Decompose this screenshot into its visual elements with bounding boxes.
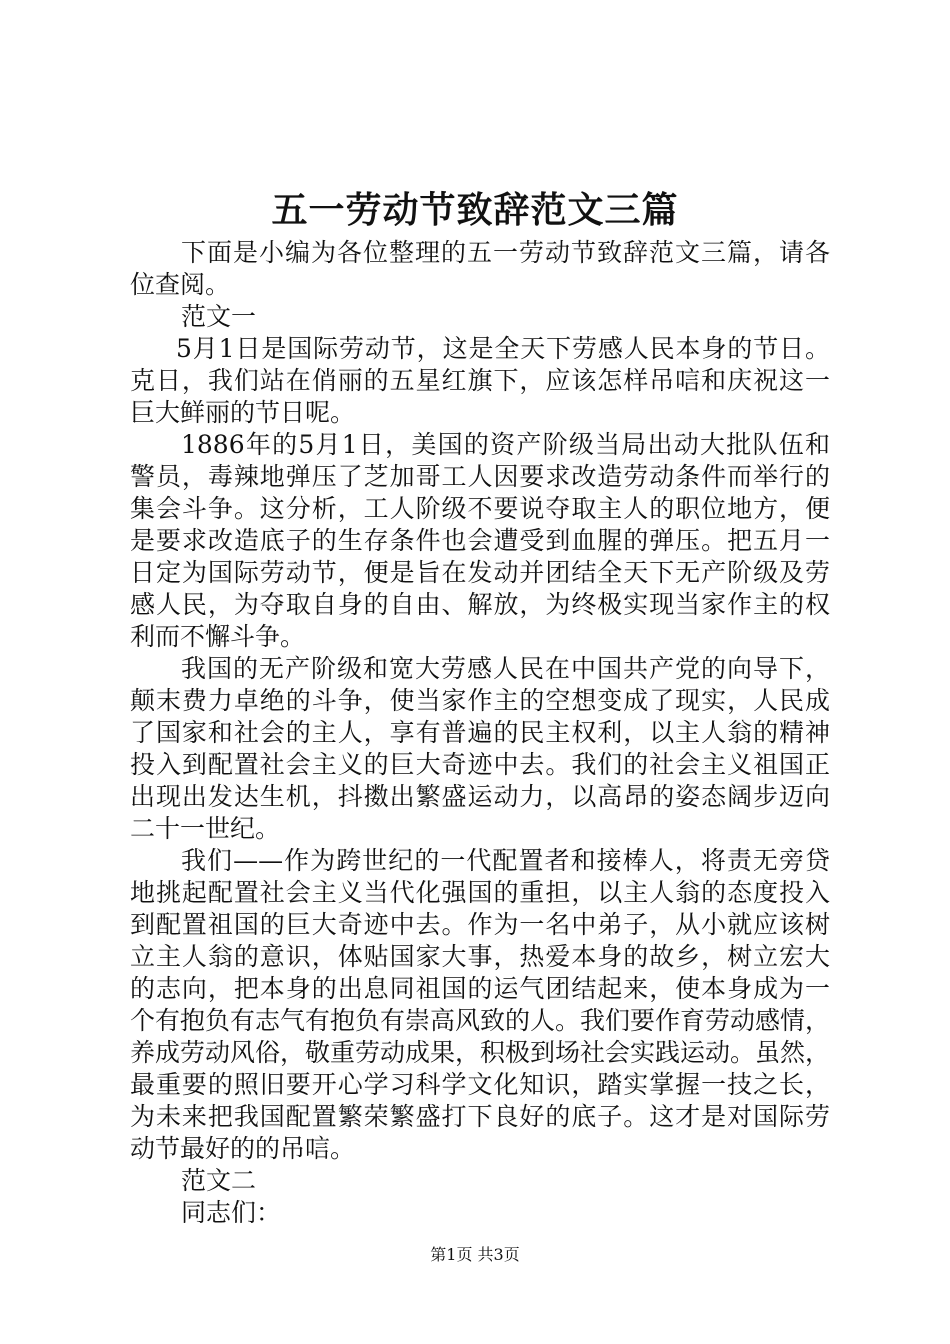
body-line: 位查阅。 <box>130 270 231 299</box>
body-line: 克日，我们站在俏丽的五星红旗下，应该怎样吊唁和庆祝这一 <box>130 366 830 395</box>
body-line: 出现出发达生机，抖擞出繁盛运动力，以高昂的姿态阔步迈向 <box>130 782 830 811</box>
body-line: 1886年的5月1日，美国的资产阶级当局出动大批队伍和 <box>181 430 830 459</box>
body-line: 到配置祖国的巨大奇迹中去。作为一名中弟子，从小就应该树 <box>130 910 830 939</box>
body-line: 我们——作为跨世纪的一代配置者和接棒人，将责无旁贷 <box>181 846 830 875</box>
body-line: 动节最好的的吊唁。 <box>130 1134 356 1163</box>
body-line: 的志向，把本身的出息同祖国的运气团结起来，使本身成为一 <box>130 974 830 1003</box>
body-line: 养成劳动风俗，敬重劳动成果，积极到场社会实践运动。虽然， <box>130 1038 831 1067</box>
page-number: 第1页 共3页 <box>430 1245 520 1264</box>
document-title: 五一劳动节致辞范文三篇 <box>271 189 679 231</box>
body-line: 为未来把我国配置繁荣繁盛打下良好的底子。这才是对国际劳 <box>130 1102 830 1131</box>
document-body <box>130 237 830 1229</box>
body-line: 最重要的照旧要开心学习科学文化知识，踏实掌握一技之长， <box>130 1070 830 1099</box>
body-line: 颠末费力卓绝的斗争，使当家作主的空想变成了现实，人民成 <box>130 686 830 715</box>
body-line: 二十一世纪。 <box>130 814 281 843</box>
body-line: 下面是小编为各位整理的五一劳动节致辞范文三篇，请各 <box>181 238 830 267</box>
body-line: 利而不懈斗争。 <box>130 622 306 651</box>
body-line: 了国家和社会的主人，享有普遍的民主权利，以主人翁的精神 <box>130 718 830 747</box>
body-line: 投入到配置社会主义的巨大奇迹中去。我们的社会主义祖国正 <box>130 750 830 779</box>
body-line: 5月1日是国际劳动节，这是全天下劳感人民本身的节日。 <box>176 334 830 363</box>
body-line: 我国的无产阶级和宽大劳感人民在中国共产党的向导下， <box>181 654 830 683</box>
body-line: 集会斗争。这分析，工人阶级不要说夺取主人的职位地方，便 <box>130 494 830 523</box>
body-line: 范文一 <box>181 302 257 331</box>
body-line: 日定为国际劳动节，便是旨在发动并团结全天下无产阶级及劳 <box>130 558 830 587</box>
body-line: 范文二 <box>181 1166 257 1195</box>
body-line: 个有抱负有志气有抱负有崇高风致的人。我们要作育劳动感情， <box>130 1006 831 1035</box>
body-line: 巨大鲜丽的节日呢。 <box>130 398 356 427</box>
body-line: 警员，毒辣地弹压了芝加哥工人因要求改造劳动条件而举行的 <box>130 462 830 491</box>
body-line: 是要求改造底子的生存条件也会遭受到血腥的弹压。把五月一 <box>130 526 830 555</box>
body-line: 同志们： <box>181 1198 282 1227</box>
body-line: 立主人翁的意识，体贴国家大事，热爱本身的故乡，树立宏大 <box>130 942 830 971</box>
body-line: 感人民，为夺取自身的自由、解放，为终极实现当家作主的权 <box>130 590 830 619</box>
body-line: 地挑起配置社会主义当代化强国的重担，以主人翁的态度投入 <box>130 878 830 907</box>
